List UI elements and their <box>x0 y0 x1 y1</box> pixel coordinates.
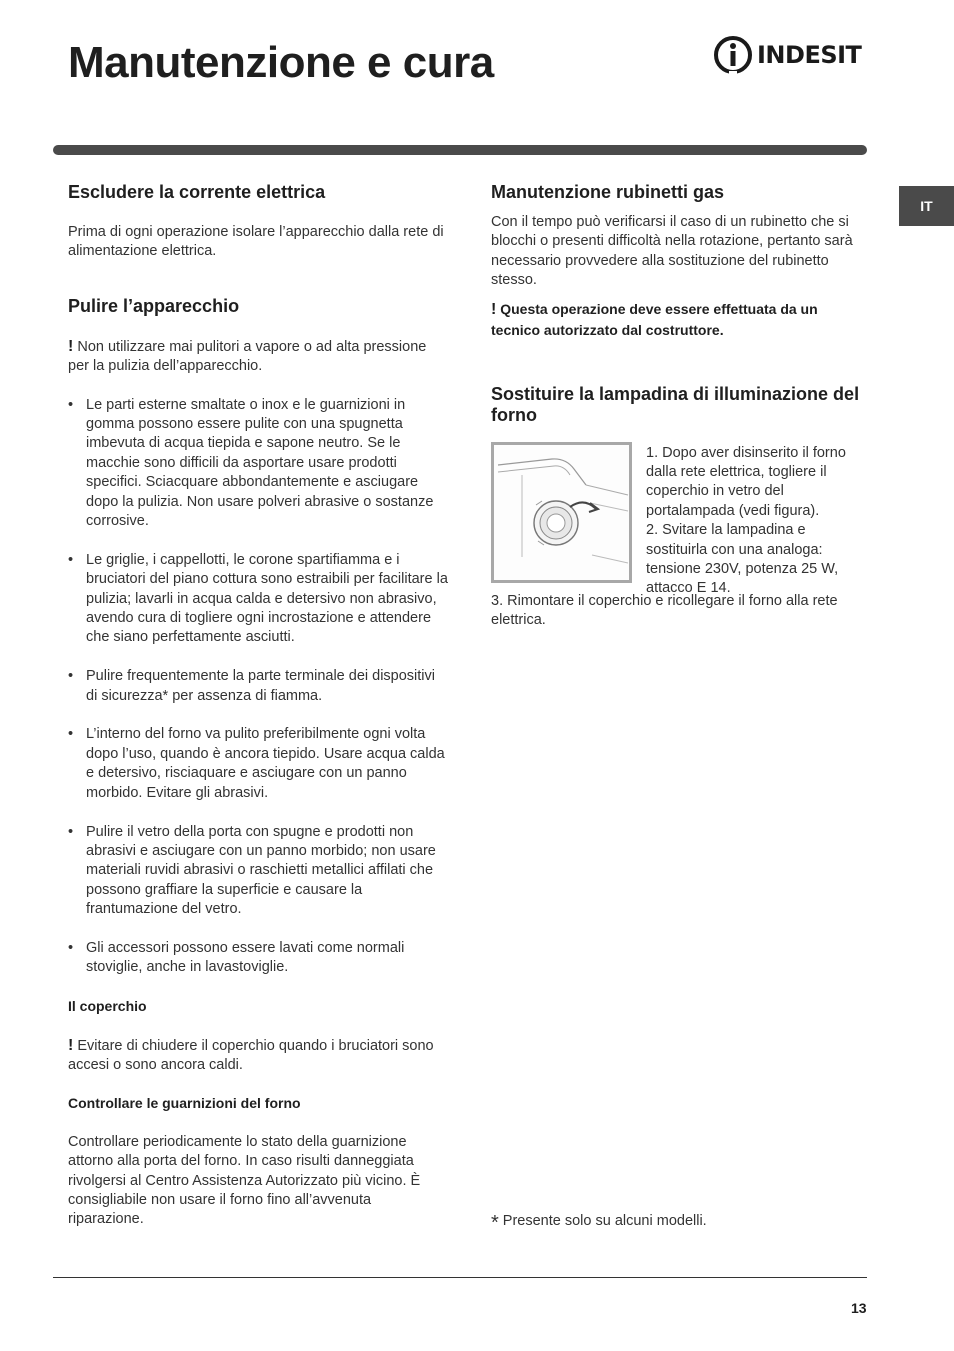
list-item: • Pulire il vetro della porta con spugne e prodotti non abrasivi e asciugare con un panno morbido; non usare materiali ruvidi abrasivi o raschietti metallici affilati che possono graffiare la superficie e causare la frantumazione del vetro. <box>68 823 436 918</box>
gas-taps-text: Con il tempo può verificarsi il caso di un rubinetto che si blocchi o presenti difficoltà nella rotazione, pertanto sarà necessario provvedere alla sostituzione del rubinetto stesso. <box>491 214 853 289</box>
page-number: 13 <box>851 1300 867 1316</box>
gas-taps-note: ! Questa operazione deve essere effettuata da un tecnico autorizzato dal costruttore. <box>491 300 818 338</box>
section-title-lamp: Sostituire la lampadina di illuminazione del forno <box>491 383 860 425</box>
list-item: • Gli accessori possono essere lavati come normali stoviglie, anche in lavastoviglie. <box>68 939 405 976</box>
lamp-step-2: 2. Svitare la lampadina e sostituirla con una analoga: tensione 230V, potenza 25 W, attacco E 14. <box>646 522 839 597</box>
list-item: • Pulire frequentemente la parte terminale dei dispositivi di sicurezza* per assenza di fiamma. <box>68 668 435 704</box>
lamp-instructions <box>491 442 866 597</box>
right-column <box>491 182 866 630</box>
brand-name: INDESIT <box>757 41 862 69</box>
section-title-cleaning: Pulire l’apparecchio <box>68 295 240 316</box>
subsection-title-lid: Il coperchio <box>68 998 147 1015</box>
header-divider <box>53 145 867 155</box>
list-item: • Le parti esterne smaltate o inox e le guarnizioni in gomma possono essere pulite con una spugnetta imbevuta di acqua tiepida e sapone neutro. Se le macchie sono difficili da asportare usare prodotti specifici. Sciacquare abbondantemente e asciugare dopo la pulizia. Non usare polveri abrasive o sostanze corrosive. <box>68 396 434 530</box>
warning-icon: ! <box>491 300 497 318</box>
section-title-power: Escludere la corrente elettrica <box>68 182 326 202</box>
lamp-steps <box>646 444 868 599</box>
lid-warning: ! Evitare di chiudere il coperchio quando i bruciatori sono accesi o sono ancora caldi. <box>68 1036 434 1073</box>
lamp-step-3: 3. Rimontare il coperchio e ricollegare il forno alla rete elettrica. <box>491 592 838 629</box>
footnote <box>491 1212 707 1235</box>
footnote-text: Presente solo su alcuni modelli. <box>502 1213 707 1229</box>
cleaning-list <box>68 396 448 978</box>
page-title: Manutenzione e cura <box>68 38 494 87</box>
footer-divider <box>53 1277 867 1278</box>
lamp-step-1: 1. Dopo aver disinserito il forno dalla rete elettrica, togliere il coperchio in vetro del portalampada (vedi figura). <box>646 444 846 519</box>
oven-lamp-illustration-icon <box>494 445 629 580</box>
footnote-marker: * <box>491 1212 499 1234</box>
language-tab: IT <box>899 186 954 226</box>
brand-logo <box>713 34 873 76</box>
section-title-gas-taps: Manutenzione rubinetti gas <box>491 182 725 202</box>
warning-icon: ! <box>68 337 74 355</box>
warning-icon: ! <box>68 1036 74 1054</box>
section-text-power: Prima di ogni operazione isolare l’apparecchio dalla rete di alimentazione elettrica. <box>68 224 444 260</box>
lamp-figure <box>491 442 632 583</box>
indesit-logo-icon <box>713 35 753 75</box>
gaskets-text: Controllare periodicamente lo stato della guarnizione attorno alla porta del forno. In caso risulti danneggiata rivolgersi al Centro Assistenza Autorizzato più vicino. È consigliabile non usare il forno fino all’avvenuta riparazione. <box>68 1133 421 1228</box>
list-item: • Le griglie, i cappellotti, le corone spartifiamma e i bruciatori del piano cottura sono estraibili per facilitare la pulizia; lavarli in acqua calda e detersivo non abrasivo, avendo cura di togliere ogni incrostazione e attendere che siano perfettamente asciutti. <box>68 551 448 646</box>
cleaning-warning: ! Non utilizzare mai pulitori a vapore o ad alta pressione per la pulizia dell’apparecchio. <box>68 337 427 375</box>
left-column <box>68 182 448 1230</box>
list-item: • L’interno del forno va pulito preferibilmente ogni volta dopo l’uso, quando è ancora tiepido. Usare acqua calda e detersivo, risciaquare e asciugare con un panno morbido. Evitare gli abrasivi. <box>68 726 445 801</box>
subsection-title-gaskets: Controllare le guarnizioni del forno <box>68 1095 301 1112</box>
